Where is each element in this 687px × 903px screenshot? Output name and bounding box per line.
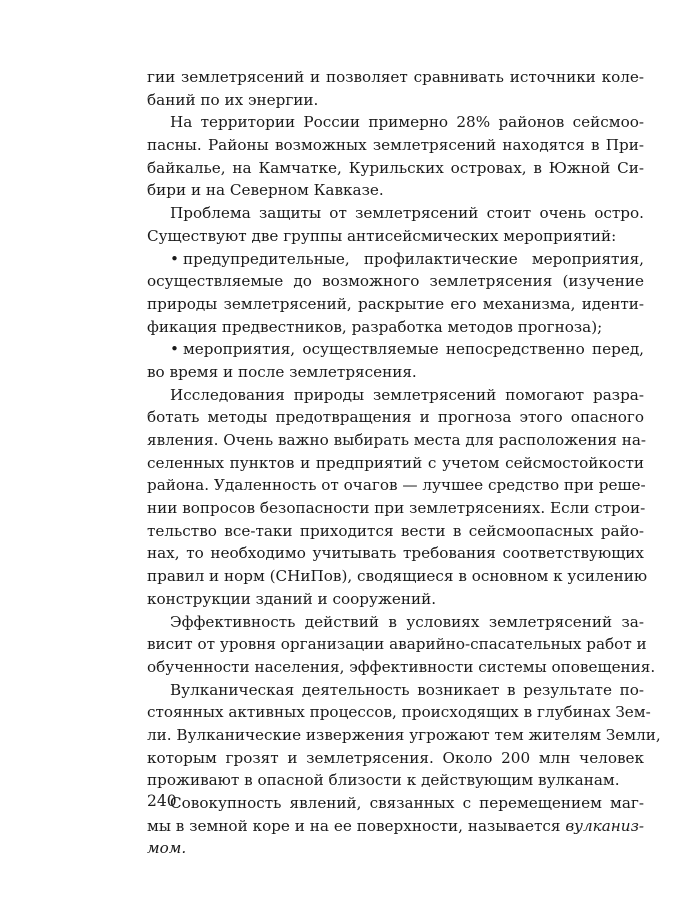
paragraph	[147, 384, 648, 611]
text-line: Существуют две группы антисейсмических мероприятий:	[147, 226, 617, 245]
text-line: во время и после землетрясения.	[147, 362, 417, 381]
text-line: На территории России примерно 28% районов сейсмоо-	[170, 113, 644, 132]
text-line: природы землетрясений, раскрытие его механизма, иденти-	[147, 294, 644, 313]
text-line	[147, 248, 644, 271]
text-line: осуществляемые до возможного землетрясения (изучение	[147, 272, 644, 291]
text-line: баний по их энергии.	[147, 90, 319, 109]
text-line: байкалье, на Камчатке, Курильских островах, в Южной Си-	[147, 158, 644, 177]
text-line	[147, 837, 644, 860]
defined-term: мом.	[147, 839, 187, 858]
text-line: правил и норм (СНиПов), сводящиеся в основном к усилению	[147, 567, 648, 586]
text-line: Исследования природы землетрясений помогают разра-	[170, 385, 644, 404]
text-line: висит от уровня организации аварийно-спасательных работ и	[147, 635, 647, 654]
paragraph	[147, 202, 644, 247]
defined-term: вулканиз-	[565, 816, 644, 835]
text-line: гии землетрясений и позволяет сравнивать источники коле-	[147, 68, 644, 86]
text-line: ли. Вулканические извержения угрожают тем жителям Земли,	[147, 725, 661, 744]
text-line: обученности населения, эффективности системы оповещения.	[147, 657, 656, 676]
text-line: Проблема защиты от землетрясений стоит очень остро.	[170, 204, 644, 223]
line-text: мы в земной коре и на ее поверхности, называется	[147, 816, 566, 835]
text-line: тельство все-таки приходится вести в сейсмоопасных райо-	[147, 521, 644, 540]
bullet-marker: •	[170, 340, 179, 359]
text-line: проживают в опасной близости к действующим вулканам.	[147, 771, 620, 790]
text-line: фикация предвестников, разработка методов прогноза);	[147, 317, 603, 336]
paragraph	[147, 679, 661, 792]
text-line: района. Удаленность от очагов — лучшее средство при реше-	[147, 476, 646, 495]
bullet-text: мероприятия, осуществляемые непосредственно перед,	[182, 340, 644, 359]
text-line: нии вопросов безопасности при землетрясениях. Если строи-	[147, 499, 646, 518]
paragraph	[147, 66, 644, 111]
paragraph	[147, 111, 644, 202]
paragraph	[147, 792, 644, 860]
text-line: ботать методы предотвращения и прогноза этого опасного	[147, 408, 644, 427]
paragraph	[147, 611, 656, 679]
text-line: селенных пунктов и предприятий с учетом сейсмостойкости	[147, 453, 644, 472]
bullet-marker: •	[170, 249, 179, 268]
text-line: бири и на Северном Кавказе.	[147, 181, 384, 200]
bullet-text: предупредительные, профилактические мероприятия,	[182, 249, 644, 268]
text-line: явления. Очень важно выбирать места для расположения на-	[147, 431, 647, 449]
text-line: которым грозят и землетрясения. Около 200 млн человек	[147, 748, 644, 767]
text-line	[147, 338, 644, 361]
bullet-item	[147, 338, 644, 383]
page-body	[147, 66, 661, 860]
text-line: пасны. Районы возможных землетрясений находятся в При-	[147, 136, 644, 155]
text-line: конструкции зданий и сооружений.	[147, 589, 437, 608]
text-line	[147, 815, 644, 838]
text-line: Совокупность явлений, связанных с перемещением маг-	[170, 794, 644, 812]
text-line: Эффективность действий в условиях землетрясений за-	[170, 612, 644, 631]
page-number: 240	[147, 792, 177, 810]
text-line: нах, то необходимо учитывать требования соответствующих	[147, 544, 644, 563]
text-line: Вулканическая деятельность возникает в результате по-	[170, 680, 644, 699]
text-line: стоянных активных процессов, происходящих в глубинах Зем-	[147, 703, 651, 722]
bullet-item	[147, 248, 644, 339]
